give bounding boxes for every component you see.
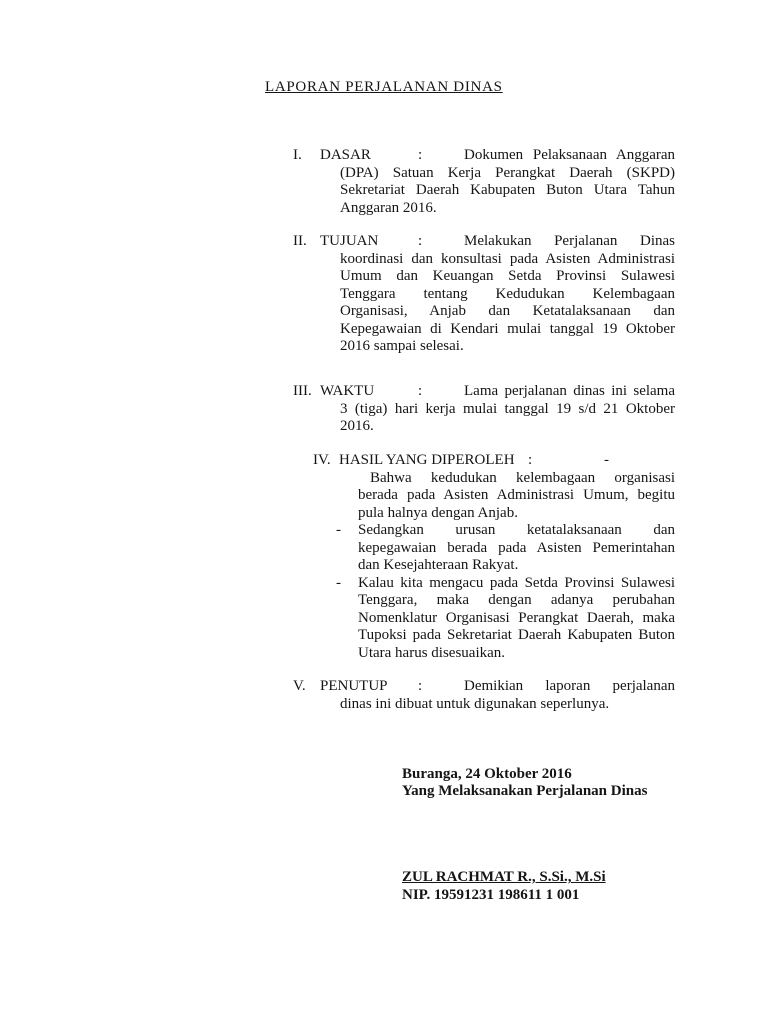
section-number: V. <box>293 678 306 694</box>
list-item-text: Kalau kita mengacu pada Setda Provinsi Sulawesi <box>358 574 675 591</box>
section-body-line: Organisasi, Anjab dan Ketatalaksanaan dan <box>340 303 675 319</box>
list-item-line: Tupoksi pada Sekretariat Daerah Kabupaten Buton <box>358 627 675 643</box>
section-heading: HASIL YANG DIPEROLEH <box>339 452 515 468</box>
section-number: III. <box>293 383 312 399</box>
section-number: II. <box>293 233 307 249</box>
section-body-line: Lama perjalanan dinas ini selama <box>464 383 675 399</box>
signature-name: ZUL RACHMAT R., S.Si., M.Si <box>402 869 606 885</box>
list-bullet: - <box>604 452 609 468</box>
section-header-row <box>293 452 675 470</box>
list-item-line <box>336 522 675 540</box>
section-dasar <box>293 147 675 217</box>
section-heading: PENUTUP <box>320 678 388 694</box>
signature-role: Yang Melaksanakan Perjalanan Dinas <box>402 783 648 799</box>
section-body-line: 3 (tiga) hari kerja mulai tanggal 19 s/d 21 Oktober <box>340 400 675 417</box>
section-header-row <box>293 233 675 251</box>
list-item-line: Tenggara, maka dengan adanya perubahan <box>358 592 675 608</box>
list-item-line: pula halnya dengan Anjab. <box>358 504 518 521</box>
section-number: IV. <box>313 452 331 468</box>
list-item-line: Bahwa kedudukan kelembagaan organisasi <box>370 469 675 486</box>
section-header-row <box>293 147 675 165</box>
list-item-line: dan Kesejahteraan Rakyat. <box>358 557 519 573</box>
section-colon: : <box>528 452 533 468</box>
list-item-line <box>336 574 675 593</box>
section-penutup <box>293 678 675 713</box>
list-item-line: berada pada Asisten Administrasi Umum, begitu <box>358 487 675 503</box>
section-body-line: Anggaran 2016. <box>340 199 437 216</box>
section-waktu <box>293 383 675 436</box>
section-body-line: (DPA) Satuan Kerja Perangkat Daerah (SKPD) <box>340 164 675 181</box>
section-colon: : <box>418 678 423 694</box>
document-title: LAPORAN PERJALANAN DINAS <box>265 79 503 95</box>
list-bullet: - <box>336 574 341 591</box>
section-header-row <box>293 678 675 696</box>
list-bullet: - <box>336 522 341 538</box>
section-body-line: dinas ini dibuat untuk digunakan seperlunya. <box>340 695 610 712</box>
section-hasil <box>293 452 675 662</box>
list-item-line: Nomenklatur Organisasi Perangkat Daerah, maka <box>358 609 675 626</box>
section-tujuan <box>293 233 675 356</box>
list-item <box>293 470 675 523</box>
section-body-line: Melakukan Perjalanan Dinas <box>464 233 675 249</box>
section-body-line: Kepegawaian di Kendari mulai tanggal 19 Oktober <box>340 320 675 337</box>
section-colon: : <box>418 147 423 163</box>
section-body-line: Umum dan Keuangan Setda Provinsi Sulawesi <box>340 268 675 284</box>
list-item <box>293 522 675 575</box>
list-item-line: kepegawaian berada pada Asisten Pemerintahan <box>358 539 675 556</box>
section-body-line: Demikian laporan perjalanan <box>464 678 675 694</box>
section-body-line: Tenggara tentang Kedudukan Kelembagaan <box>340 285 675 302</box>
section-body-line: 2016. <box>340 418 374 434</box>
section-number: I. <box>293 147 302 163</box>
list-item <box>293 575 675 663</box>
section-heading: DASAR <box>320 147 371 163</box>
section-colon: : <box>418 383 423 399</box>
section-heading: WAKTU <box>320 383 375 399</box>
signature-place-date: Buranga, 24 Oktober 2016 <box>402 766 572 782</box>
section-colon: : <box>418 233 423 249</box>
section-heading: TUJUAN <box>320 233 379 249</box>
section-body-line: Dokumen Pelaksanaan Anggaran <box>464 147 675 163</box>
section-body-line: Sekretariat Daerah Kabupaten Buton Utara Tahun <box>340 182 675 198</box>
section-body-line: 2016 sampai selesai. <box>340 338 464 354</box>
signature-nip: NIP. 19591231 198611 1 001 <box>402 887 580 903</box>
list-item-line: Utara harus disesuaikan. <box>358 644 506 661</box>
list-item-text: Sedangkan urusan ketatalaksanaan dan <box>358 522 675 538</box>
section-body-line: koordinasi dan konsultasi pada Asisten Administrasi <box>340 250 675 267</box>
section-header-row <box>293 383 675 401</box>
